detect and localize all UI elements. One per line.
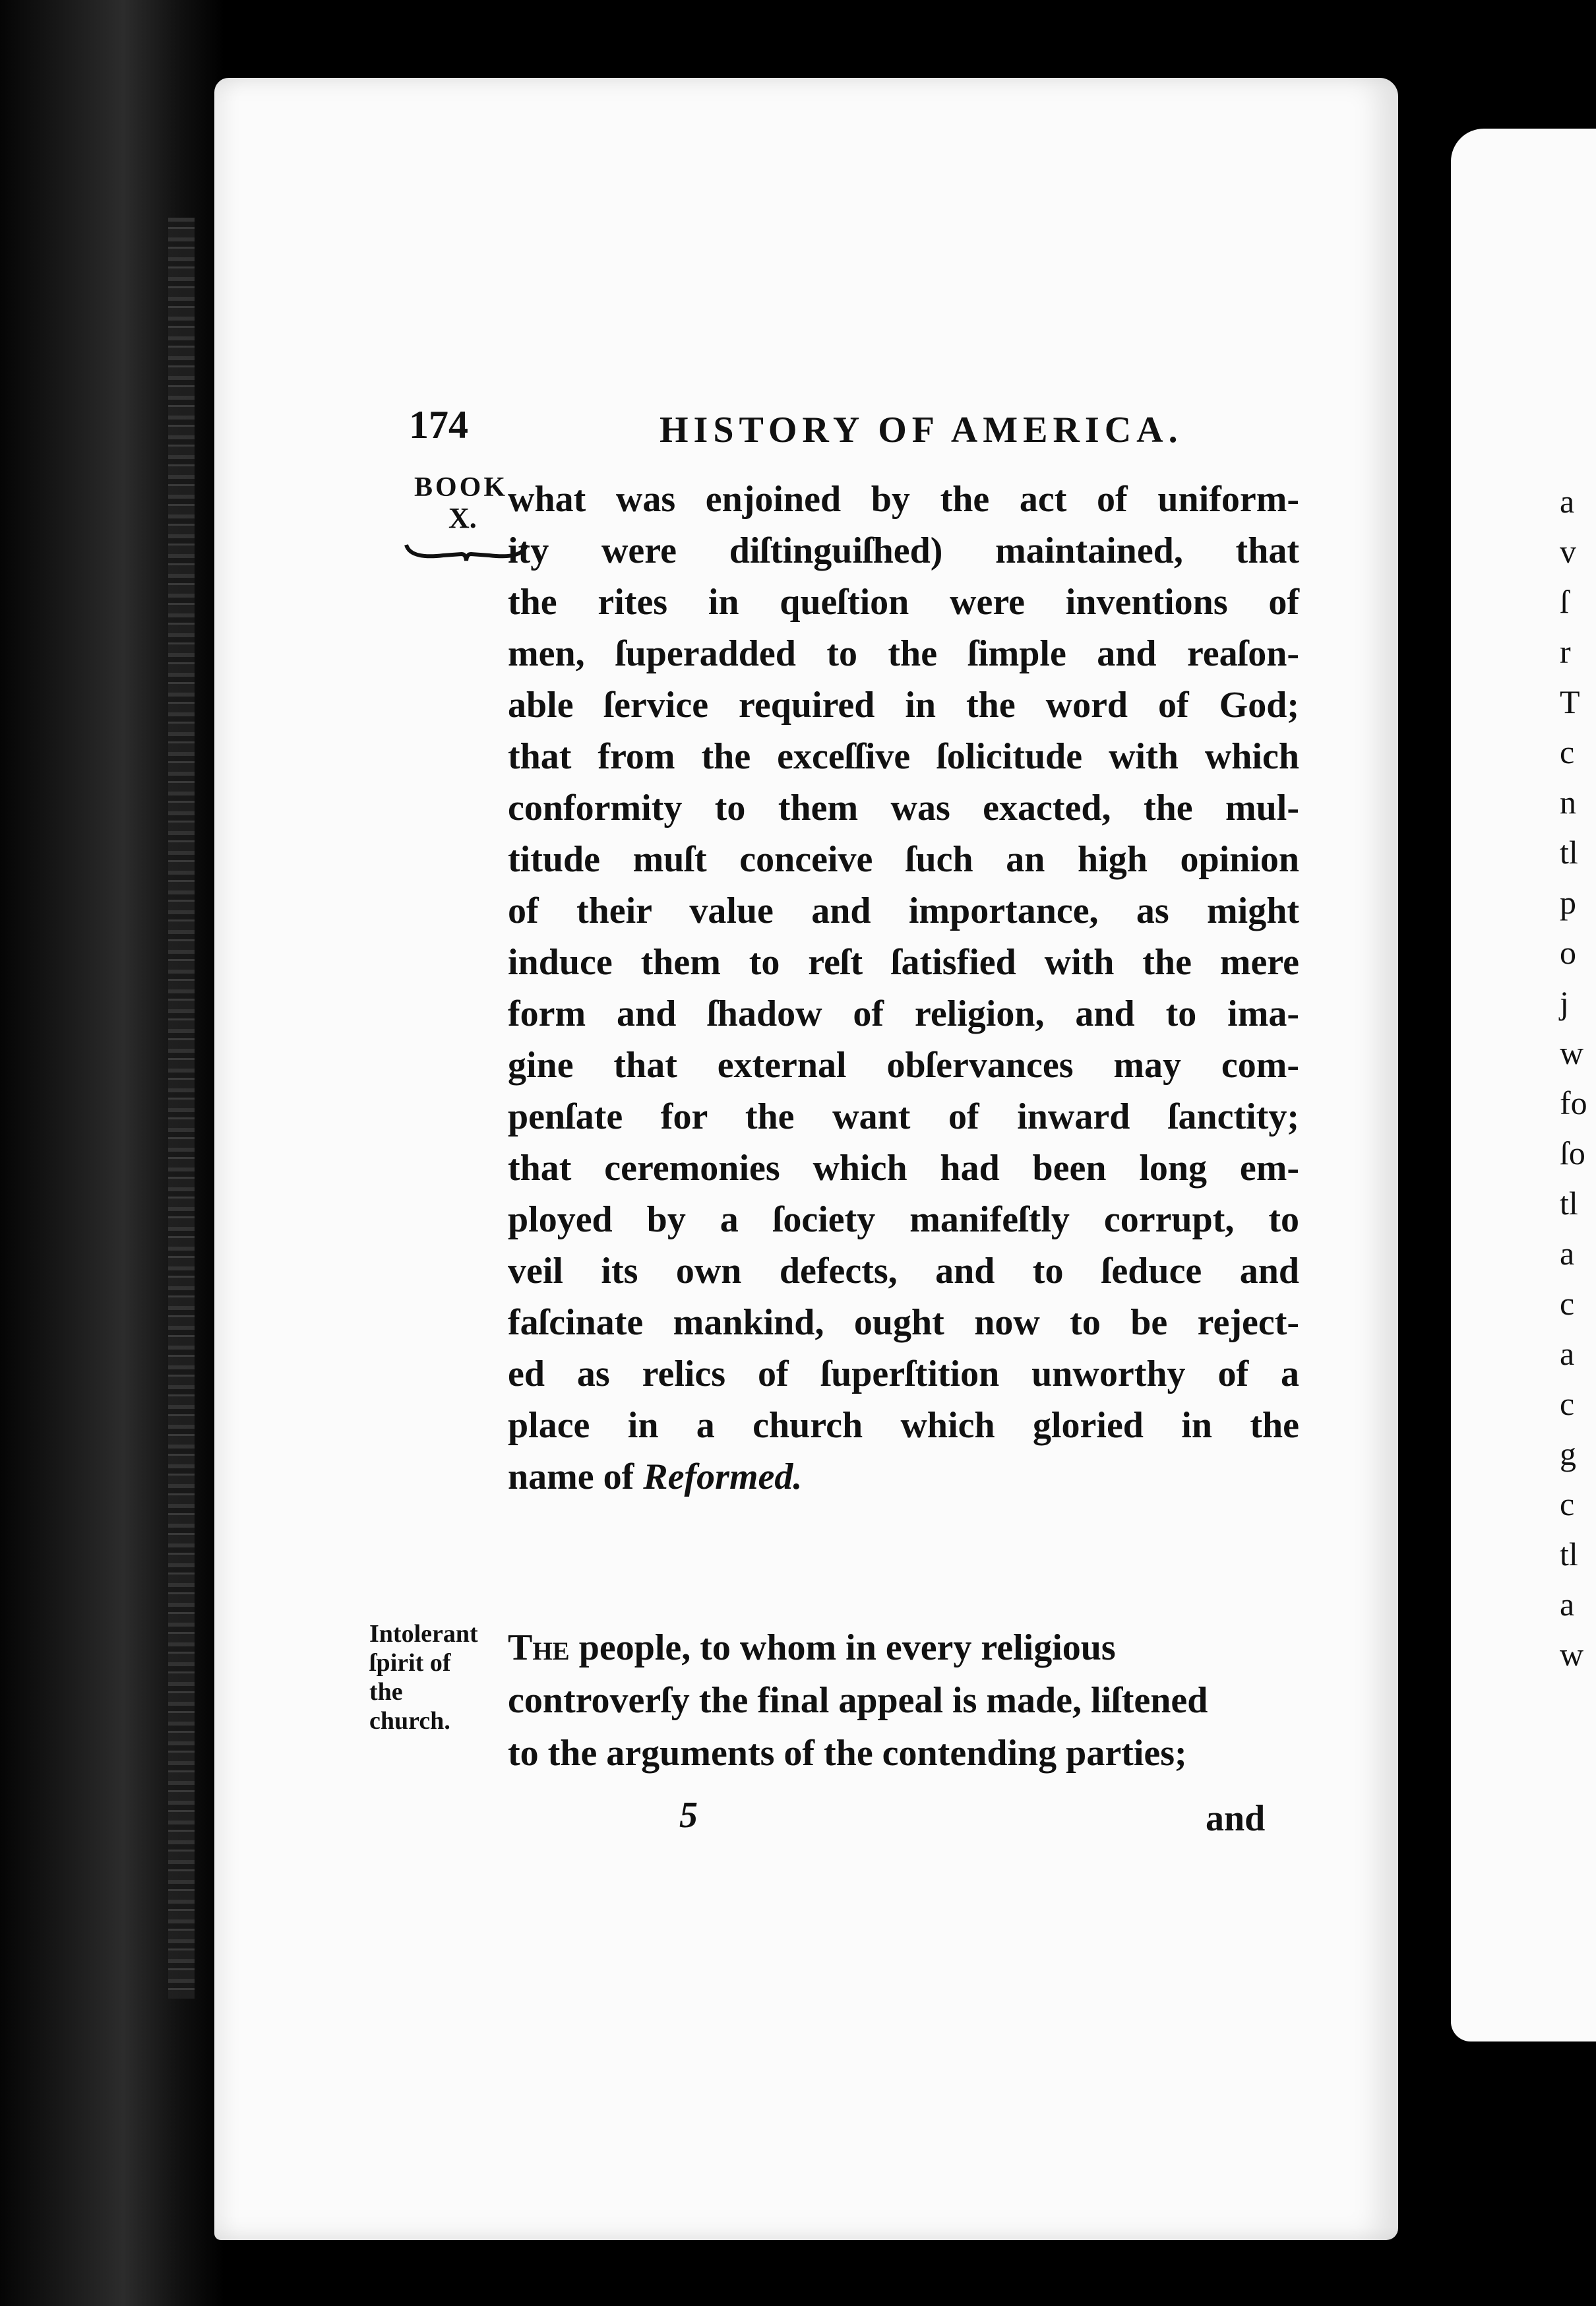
para2-line [508, 1621, 1273, 1674]
text-line: ity were diſtinguiſhed) maintained, that [508, 530, 1299, 571]
signature-mark: 5 [679, 1795, 698, 1836]
facing-page [1451, 129, 1596, 2041]
marginal-note-line: ſpirit of [369, 1649, 451, 1677]
facing-page-letter: r [1560, 633, 1571, 670]
page-edges [168, 218, 195, 1999]
facing-page-letter: tl [1560, 834, 1578, 871]
text-line: ployed by a ſociety manifeſtly corrupt, to [508, 1199, 1299, 1240]
facing-page-letter: a [1560, 1335, 1575, 1372]
facing-page-letter: j [1560, 984, 1569, 1021]
facing-page-letter: ſ [1560, 583, 1569, 620]
facing-page-letter: g [1560, 1435, 1576, 1472]
text-line: veil its own defects, and to ſeduce and [508, 1251, 1299, 1292]
reformed-italic: Reformed. [643, 1456, 803, 1497]
catchword: and [1206, 1798, 1266, 1839]
facing-page-letter: a [1560, 1586, 1575, 1623]
text-line: what was enjoined by the act of uniform- [508, 479, 1299, 520]
text-line: ed as relics of ſuperſtition unworthy of a [508, 1354, 1299, 1394]
facing-page-letter: c [1560, 1385, 1575, 1422]
text-line: gine that external obſervances may com- [508, 1045, 1299, 1086]
text-line: faſcinate mankind, ought now to be reject- [508, 1302, 1299, 1343]
facing-page-letter: p [1560, 884, 1576, 921]
para2-line: to the arguments of the contending parties; [508, 1733, 1187, 1774]
facing-page-letter: a [1560, 483, 1575, 520]
facing-page-letter: n [1560, 784, 1576, 821]
text-line: that from the exceſſive ſolicitude with which [508, 736, 1299, 777]
running-title: HISTORY OF AMERICA. [660, 410, 1183, 451]
text-line: men, ſuperadded to the ſimple and reaſon- [508, 633, 1299, 674]
main-paragraph [508, 474, 1299, 1503]
page-number: 174 [409, 403, 468, 447]
text-line: that ceremonies which had been long em- [508, 1148, 1299, 1189]
facing-page-letter: tl [1560, 1185, 1578, 1222]
text-line-last [508, 1451, 1299, 1503]
facing-page-letter: T [1560, 683, 1580, 720]
marginal-note [369, 1619, 501, 1735]
para2-first-word: The [508, 1627, 570, 1668]
text-line: able ſervice required in the word of God; [508, 685, 1299, 726]
book-spine-edge [0, 0, 224, 2306]
text-line: induce them to reſt ſatisfied with the mere [508, 942, 1299, 983]
text-line: titude muſt conceive ſuch an high opinion [508, 839, 1299, 880]
facing-page-letter: c [1560, 1285, 1575, 1322]
facing-page-letter: a [1560, 1235, 1575, 1272]
marginal-note-line: church. [369, 1707, 450, 1735]
marginal-note-line: Intolerant [369, 1620, 478, 1648]
facing-page-letter: o [1560, 934, 1576, 971]
facing-page-letter: tl [1560, 1536, 1578, 1573]
book-label: BOOK [414, 472, 508, 503]
facing-page-letter: c [1560, 1485, 1575, 1522]
facing-page-letter: ſo [1560, 1135, 1585, 1171]
book-number: X. [448, 502, 477, 534]
text-line: the rites in queſtion were inventions of [508, 582, 1299, 623]
text-line: penſate for the want of inward ſanctity; [508, 1096, 1299, 1137]
para2-line: controverſy the final appeal is made, liſtened [508, 1680, 1208, 1721]
facing-page-letter: v [1560, 533, 1576, 570]
facing-page-letter: fo [1560, 1084, 1587, 1121]
text-line: place in a church which gloried in the [508, 1405, 1299, 1446]
text-line: of their value and importance, as might [508, 890, 1299, 931]
text-line: form and ſhadow of religion, and to ima- [508, 993, 1299, 1034]
para2-line-rest: people, to whom in every religious [569, 1627, 1116, 1668]
second-paragraph [508, 1621, 1273, 1780]
facing-page-letter: w [1560, 1636, 1584, 1673]
facing-page-letter: c [1560, 733, 1575, 770]
text-line: conformity to them was exacted, the mul- [508, 788, 1299, 828]
facing-page-letter: w [1560, 1034, 1584, 1071]
marginal-note-line: the [369, 1678, 403, 1706]
text-line-prefix: name of [508, 1456, 644, 1497]
